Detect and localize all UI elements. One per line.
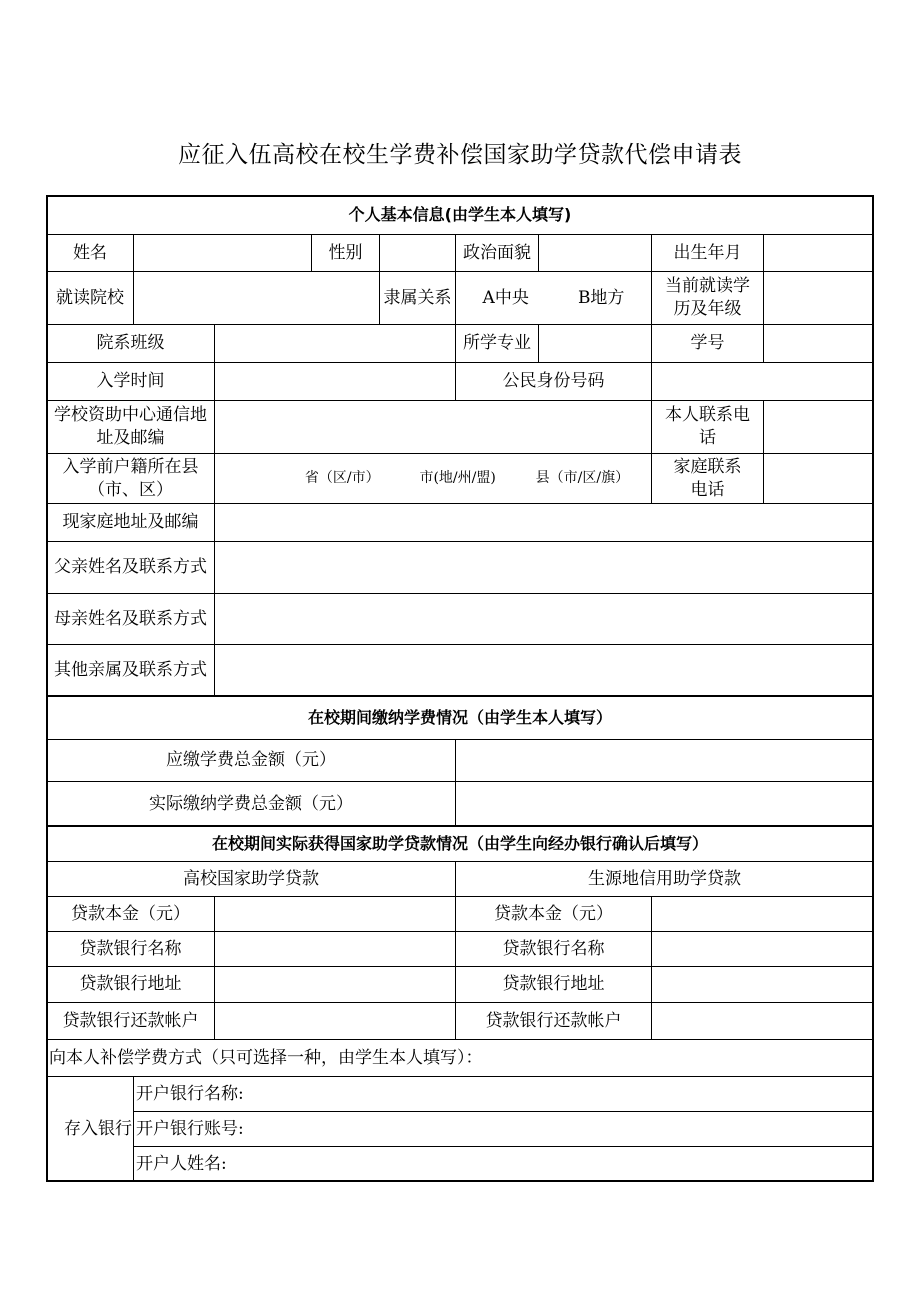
label-student-id: 学号 [651, 324, 764, 363]
label-aid-center: 学校资助中心通信地址及邮编 [46, 400, 215, 454]
section-divider [46, 695, 874, 697]
gender-field[interactable] [379, 234, 456, 272]
label-major: 所学专业 [455, 324, 539, 363]
school-field[interactable] [133, 271, 380, 325]
affiliation-local-option[interactable]: B地方 [577, 287, 625, 308]
family-phone-field[interactable] [763, 453, 874, 504]
dept-class-field[interactable] [214, 324, 456, 363]
label-home-address: 现家庭地址及邮编 [46, 503, 215, 542]
campus-loan-bank-name-label: 贷款银行名称 [46, 931, 215, 967]
campus-loan-principal-label: 贷款本金（元） [46, 896, 215, 932]
label-father: 父亲姓名及联系方式 [46, 541, 215, 594]
aid-center-field[interactable] [214, 400, 652, 454]
label-birth: 出生年月 [651, 234, 764, 272]
label-deposit-bank: 存入银行 [46, 1076, 134, 1182]
campus-loan-bank-name-field[interactable] [214, 931, 456, 967]
city-label: 市(地/州/盟) [419, 470, 496, 487]
label-due-total: 应缴学费总金额（元） [46, 739, 456, 782]
major-field[interactable] [538, 324, 652, 363]
origin-loan-bank-name-label: 贷款银行名称 [455, 931, 652, 967]
section-personal-info-header: 个人基本信息(由学生本人填写) [46, 195, 874, 235]
label-enroll-time: 入学时间 [46, 362, 215, 401]
section-compensation-header: 向本人补偿学费方式（只可选择一种，由学生本人填写）： [46, 1039, 874, 1077]
label-school: 就读院校 [46, 271, 134, 325]
mother-field[interactable] [214, 593, 874, 645]
campus-loan-title: 高校国家助学贷款 [46, 861, 456, 897]
birth-field[interactable] [763, 234, 874, 272]
political-field[interactable] [538, 234, 652, 272]
label-dept-class: 院系班级 [46, 324, 215, 363]
section-loan-header: 在校期间实际获得国家助学贷款情况（由学生向经办银行确认后填写） [46, 826, 874, 862]
enroll-time-field[interactable] [214, 362, 456, 401]
origin-loan-repay-account-field[interactable] [651, 1002, 874, 1040]
label-phone-self: 本人联系电话 [651, 400, 764, 454]
origin-loan-principal-field[interactable] [651, 896, 874, 932]
affiliation-options [455, 271, 652, 325]
county-label: 县（市/区/旗） [535, 470, 630, 487]
origin-loan-bank-name-field[interactable] [651, 931, 874, 967]
relatives-field[interactable] [214, 644, 874, 697]
hukou-field[interactable] [214, 453, 652, 504]
phone-self-field[interactable] [763, 400, 874, 454]
id-number-field[interactable] [651, 362, 874, 401]
origin-loan-repay-account-label: 贷款银行还款帐户 [455, 1002, 652, 1040]
campus-loan-bank-address-label: 贷款银行地址 [46, 966, 215, 1003]
home-address-field[interactable] [214, 503, 874, 542]
affiliation-central-option[interactable]: A中央 [482, 287, 529, 308]
father-field[interactable] [214, 541, 874, 594]
campus-loan-repay-account-field[interactable] [214, 1002, 456, 1040]
label-gender: 性别 [311, 234, 380, 272]
section-tuition-header: 在校期间缴纳学费情况（由学生本人填写） [46, 696, 874, 740]
label-hukou: 入学前户籍所在县（市、区） [46, 453, 215, 504]
page-title: 应征入伍高校在校生学费补偿国家助学贷款代偿申请表 [178, 142, 742, 168]
origin-loan-principal-label: 贷款本金（元） [455, 896, 652, 932]
current-level-field[interactable] [763, 271, 874, 325]
campus-loan-repay-account-label: 贷款银行还款帐户 [46, 1002, 215, 1040]
label-paid-total: 实际缴纳学费总金额（元） [46, 781, 456, 827]
origin-loan-bank-address-label: 贷款银行地址 [455, 966, 652, 1003]
origin-loan-title: 生源地信用助学贷款 [455, 861, 874, 897]
label-family-phone: 家庭联系电话 [651, 453, 764, 504]
account-holder-field[interactable]: 开户人姓名: [133, 1146, 874, 1182]
bank-account-field[interactable]: 开户银行账号: [133, 1111, 874, 1147]
campus-loan-principal-field[interactable] [214, 896, 456, 932]
student-id-field[interactable] [763, 324, 874, 363]
label-relatives: 其他亲属及联系方式 [46, 644, 215, 697]
label-id-number: 公民身份号码 [455, 362, 652, 401]
paid-total-field[interactable] [455, 781, 874, 827]
origin-loan-bank-address-field[interactable] [651, 966, 874, 1003]
label-name: 姓名 [46, 234, 134, 272]
label-current-level: 当前就读学历及年级 [651, 271, 764, 325]
label-mother: 母亲姓名及联系方式 [46, 593, 215, 645]
label-affiliation: 隶属关系 [379, 271, 456, 325]
campus-loan-bank-address-field[interactable] [214, 966, 456, 1003]
due-total-field[interactable] [455, 739, 874, 782]
name-field[interactable] [133, 234, 312, 272]
label-political: 政治面貌 [455, 234, 539, 272]
bank-name-field[interactable]: 开户银行名称: [133, 1076, 874, 1112]
province-label: 省（区/市） [304, 470, 380, 487]
section-divider [46, 825, 874, 827]
